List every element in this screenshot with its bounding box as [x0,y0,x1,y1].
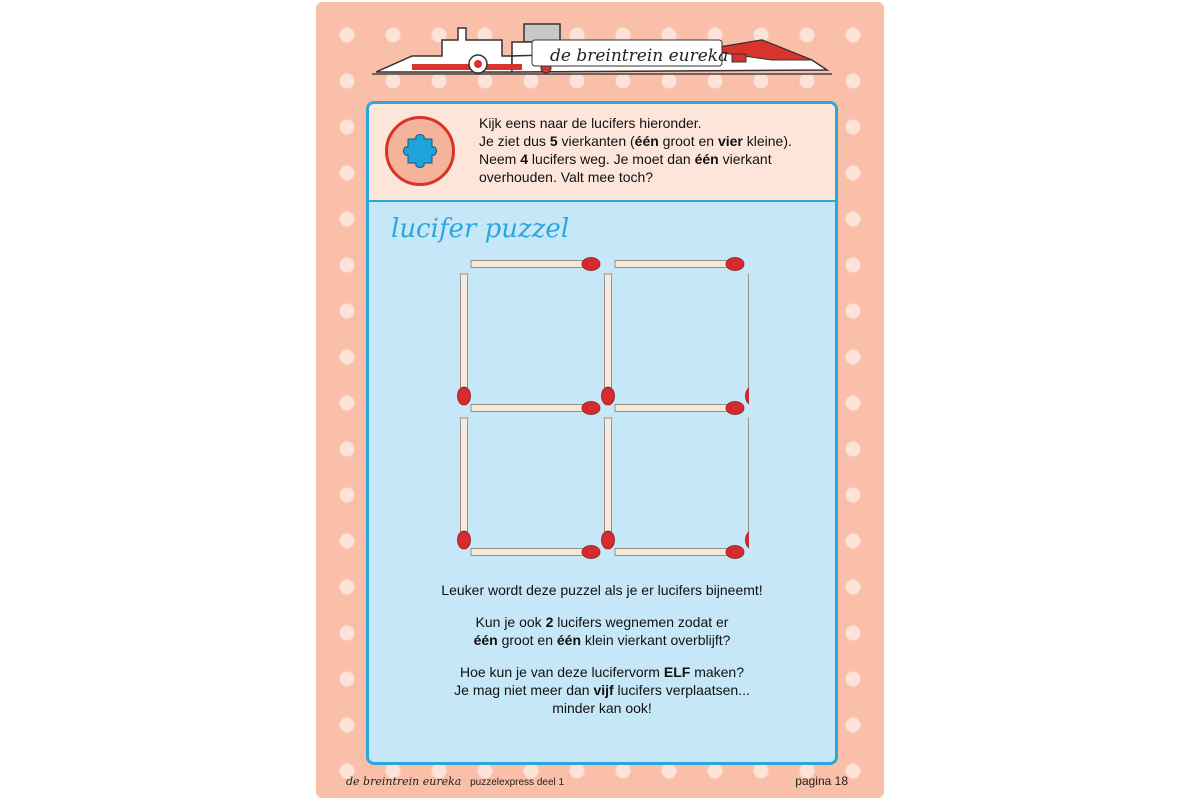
train-illustration [372,10,832,80]
matchstick-6[interactable] [615,546,744,559]
footer-brand: de breintrein eureka [346,775,462,788]
footer-series: puzzelexpress deel 1 [470,777,565,788]
banner-title: de breintrein eureka [550,46,729,66]
puzzle-piece-icon [400,131,440,171]
matchstick-7[interactable] [458,274,471,405]
train-banner [372,10,832,80]
page-number: pagina 18 [795,774,848,788]
bottom-paragraph-1: Leuker wordt deze puzzel als je er lucifers bijneemt! [441,582,763,598]
bottom-paragraph-2: Kun je ook 2 lucifers wegnemen zodat er één groot en één klein vierkant overblijft? [473,614,731,648]
matchstick-8[interactable] [602,274,615,405]
matchstick-3[interactable] [471,402,600,415]
intro-line-4: overhouden. Valt mee toch? [479,169,654,185]
matchstick-4[interactable] [615,402,744,415]
intro-line-1: Kijk eens naar de lucifers hieronder. [479,115,702,131]
worksheet-page [316,2,884,798]
intro-line-2: Je ziet dus 5 vierkanten (één groot en vier kleine). [479,133,792,149]
intro-line-3: Neem 4 lucifers weg. Je moet dan één vierkant [479,151,772,167]
puzzle-card [366,101,838,765]
intro-panel [369,104,835,202]
matchstick-12[interactable] [746,418,750,549]
matchstick-figure [449,256,749,566]
bottom-paragraph-3: Hoe kun je van deze lucifervorm ELF maken? Je mag niet meer dan vijf lucifers verplaatsen... minder kan ook! [454,664,750,716]
puzzle-badge [385,116,455,186]
matchstick-5[interactable] [471,546,600,559]
matchstick-1[interactable] [471,258,600,271]
bottom-text [369,581,835,731]
intro-text [479,114,829,186]
matchstick-10[interactable] [458,418,471,549]
matchstick-11[interactable] [602,418,615,549]
puzzle-title: lucifer puzzel [391,214,570,244]
matchstick-9[interactable] [746,274,750,405]
matchstick-grid [449,256,749,566]
matchstick-2[interactable] [615,258,744,271]
footer-left [346,775,564,788]
